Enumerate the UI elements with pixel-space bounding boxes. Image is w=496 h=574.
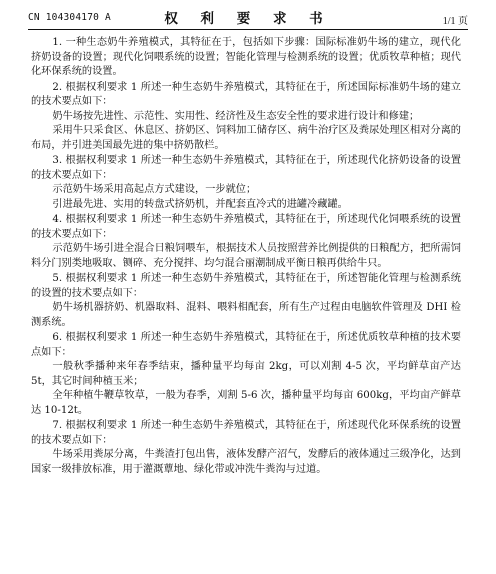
claim-5-point-1: 奶牛场机器挤奶、机器取料、混料、喂料相配套，所有生产过程由电脑软件管理及 DHI 检测系统。 [31, 302, 461, 328]
claim-3-point-2: 引进最先进、实用的转盘式挤奶机，并配套直冷式的进罐冷藏罐。 [52, 198, 348, 210]
claim-3-point-1: 示范奶牛场采用高起点方式建设，一步就位； [52, 184, 257, 195]
claim-6-point-1: 一般秋季播种来年春季结束，播种量平均每亩 2kg，可以刈割 4-5 次，平均鲜草亩产达 5t，其它时间种植玉米； [31, 361, 461, 387]
claim-3: 3. 根据权利要求 1 所述一种生态奶牛养殖模式，其特征在于，所述现代化挤奶设备的设置的技术要点如下： [31, 155, 461, 181]
claim-6: 6. 根据权利要求 1 所述一种生态奶牛养殖模式，其特征在于，所述优质牧草种植的技术要点如下： [31, 332, 461, 358]
claim-7-point-1: 牛场采用粪尿分离，牛粪渣打包出售，液体发酵产沼气，发酵后的液体通过三级净化，达到国家一级排放标准，用于灌溉蕈地、绿化带或冲洗牛粪沟与过道。 [31, 449, 461, 475]
claim-4: 4. 根据权利要求 1 所述一种生态奶牛养殖模式，其特征在于，所述现代化饲喂系统的设置的技术要点如下： [31, 214, 461, 240]
claim-2-point-1: 奶牛场按先进性、示范性、实用性、经济性及生态安全性的要求进行设计和修建； [52, 110, 420, 122]
document-title: 权 利 要 求 书 [164, 11, 332, 27]
claim-7: 7. 根据权利要求 1 所述一种生态奶牛养殖模式，其特征在于，所述现代化环保系统的设置的技术要点如下： [31, 420, 461, 446]
page-number: 1/1 页 [442, 16, 468, 27]
page-header [0, 0, 496, 30]
claim-5: 5. 根据权利要求 1 所述一种生态奶牛养殖模式，其特征在于，所述智能化管理与检测系统的设置的技术要点如下： [31, 273, 461, 299]
claim-6-point-2: 全年种植牛鞭草牧草，一般为春季，刈割 5-6 次，播种量平均每亩 600kg，平均亩产鲜草达 10-12t。 [31, 390, 461, 416]
claim-2-point-2: 采用牛只采食区、休息区、挤奶区、饲料加工储存区、病牛治疗区及粪尿处理区相对分离的布局，并引进美国最先进的集中挤奶散栏。 [31, 125, 461, 151]
header-divider [28, 29, 468, 30]
publication-number: CN 104304170 A [28, 12, 111, 23]
claim-1: 1. 一种生态奶牛养殖模式，其特征在于，包括如下步骤：国际标准奶牛场的建立，现代化挤奶设备的设置；现代化饲喂系统的设置；智能化管理与检测系统的设置；优质牧草种植；现代化环保系统的设置。 [31, 37, 461, 77]
claim-2: 2. 根据权利要求 1 所述一种生态奶牛养殖模式，其特征在于，所述国际标准奶牛场的建立的技术要点如下： [31, 81, 461, 107]
claim-4-point-1: 示范奶牛场引进全混合日粮饲喂车，根据技术人员按照营养比例提供的日粮配方，把所需饲料分门别类地吸取、铡碎、充分搅拌、均匀混合丽潮制成平衡日粮再供给牛只。 [31, 243, 461, 269]
claims-body [31, 36, 461, 477]
